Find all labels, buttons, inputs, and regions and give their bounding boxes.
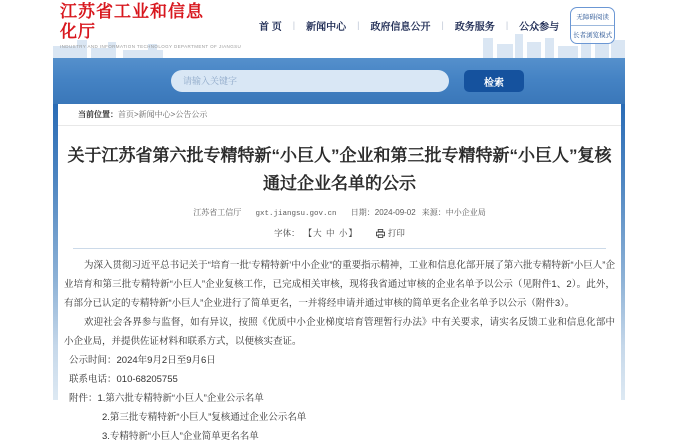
print-button[interactable] [376,227,405,239]
accessibility-box [570,7,615,44]
nav-separator: | [357,20,360,30]
contact-phone-line: 联系电话：010-68205755 [69,374,178,386]
accessible-reading-button[interactable]: 无障碍阅读 [576,13,609,21]
content-divider [73,248,606,249]
nav-separator: | [441,20,444,30]
nav-item-gov-info[interactable]: 政府信息公开 [370,21,431,33]
attachment-2-link[interactable]: 2.第三批专精特新“小巨人”复核通过企业公示名单 [102,412,307,424]
meta-source: 来源：中小企业局 [421,208,486,218]
nav-item-services[interactable]: 政务服务 [454,21,495,33]
meta-website: gxt.jiangsu.gov.cn [255,210,337,219]
article-body [64,256,615,446]
attachment-3-link[interactable]: 3.专精特新“小巨人”企业简单更名名单 [102,431,259,443]
article-paragraph: 欢迎社会各界参与监督，如有异议，按照《优质中小企业梯度培育管理暂行办法》中有关要求，请实名反馈工业和信息化部中小企业局，并提供佐证材料和联系方式，以便核实查证。 [64,317,615,348]
article-paragraph: 为深入贯彻习近平总书记关于“培育一批‘专精特新’中小企业”的重要指示精神，工业和信息化部开展了第六批专精特新“小巨人”企业培育和第三批专精特新“小巨人”企业复核工作，已完成相关审核，现将我省通过审核的企业名单予以公示（见附件1、2）。此外，有部分已认定的专精特新“小巨人”企业进行了简单更名，一并将经申请并通过审核的简单更名企业名单予以公示（附件3）。 [64,260,615,310]
content-background [53,104,625,443]
publicity-period-line: 公示时间：2024年9月2日至9月6日 [69,355,216,367]
elder-mode-button[interactable]: 长者浏览模式 [571,25,614,43]
nav-separator: | [292,20,296,30]
site-logo-subtitle: INDUSTRY AND INFORMATION TECHNOLOGY DEPARTMENT OF JIANGSU [60,43,242,49]
site-logo-title: 江苏省工业和信息化厅 [60,1,204,41]
meta-date: 日期：2024-09-02 [350,208,416,218]
article-title: 关于江苏省第六批专精特新“小巨人”企业和第三批专精特新“小巨人”复核通过企业名单的公示 [67,146,612,193]
site-container [53,0,625,443]
search-input[interactable] [171,70,449,92]
main-nav [248,18,570,33]
font-size-controls[interactable]: 【大 中 小】 [303,228,358,239]
breadcrumb-path[interactable]: 首页>新闻中心>公告公示 [118,110,208,119]
font-print-row [64,227,615,239]
print-label: 打印 [387,228,405,239]
meta-department: 江苏省工信厅 [193,208,242,218]
breadcrumb-label: 当前位置： [78,110,118,119]
nav-separator: | [505,20,509,30]
article [58,142,621,446]
nav-item-participation[interactable]: 公众参与 [519,21,560,33]
article-card [58,104,621,443]
breadcrumb [58,104,621,126]
nav-item-news[interactable]: 新闻中心 [306,21,347,33]
font-size-label: 字体： [274,228,300,239]
site-logo[interactable] [60,1,242,49]
printer-icon [376,229,385,238]
attachment-1-link[interactable]: 附件：1.第六批专精特新“小巨人”企业公示名单 [69,393,264,405]
article-meta [64,207,615,218]
search-button[interactable]: 检索 [464,70,524,92]
search-banner [53,58,625,104]
nav-item-home[interactable]: 首 页 [259,21,282,33]
site-header [53,0,625,58]
